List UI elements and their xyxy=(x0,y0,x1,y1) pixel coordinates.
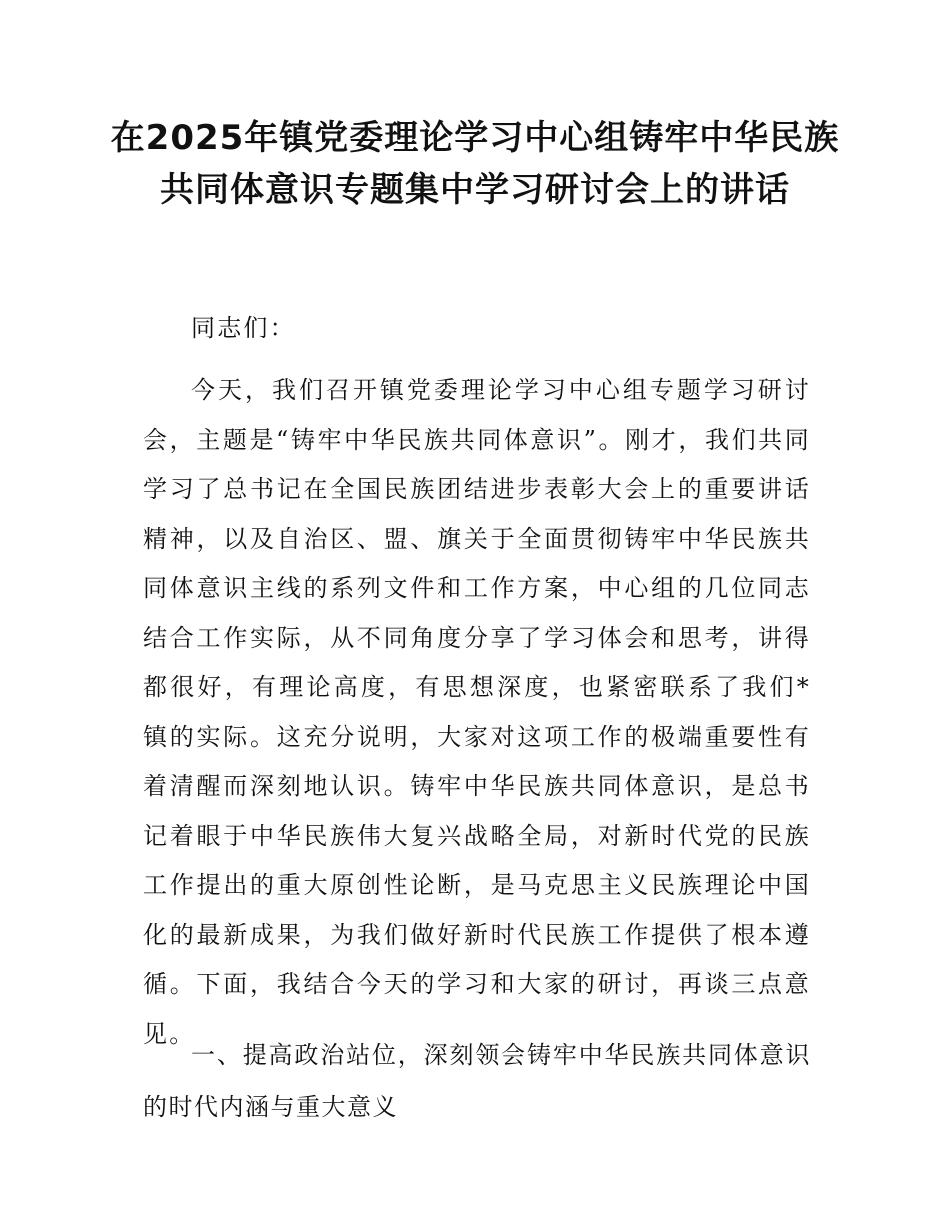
salutation: 同志们： xyxy=(191,314,296,342)
body-paragraph: 今天，我们召开镇党委理论学习中心组专题学习研讨会，主题是“铸牢中华民族共同体意识”。刚才，我们共同学习了总书记在全国民族团结进步表彰大会上的重要讲话精神，以及自治区、盟、旗关于全面贯彻铸牢中华民族共同体意识主线的系列文件和工作方案，中心组的几位同志结合工作实际，从不同角度分享了学习体会和思考，讲得都很好，有理论高度，有思想深度，也紧密联系了我们*镇的实际。这充分说明，大家对这项工作的极端重要性有着清醒而深刻地认识。铸牢中华民族共同体意识，是总书记着眼于中华民族伟大复兴战略全局，对新时代党的民族工作提出的重大原创性论断，是马克思主义民族理论中国化的最新成果，为我们做好新时代民族工作提供了根本遵循。下面，我结合今天的学习和大家的研讨，再谈三点意见。 xyxy=(143,376,811,1048)
document-title: 在2025年镇党委理论学习中心组铸牢中华民族共同体意识专题集中学习研讨会上的讲话 xyxy=(110,118,840,210)
section-heading: 一、提高政治站位，深刻领会铸牢中华民族共同体意识的时代内涵与重大意义 xyxy=(143,1041,811,1121)
